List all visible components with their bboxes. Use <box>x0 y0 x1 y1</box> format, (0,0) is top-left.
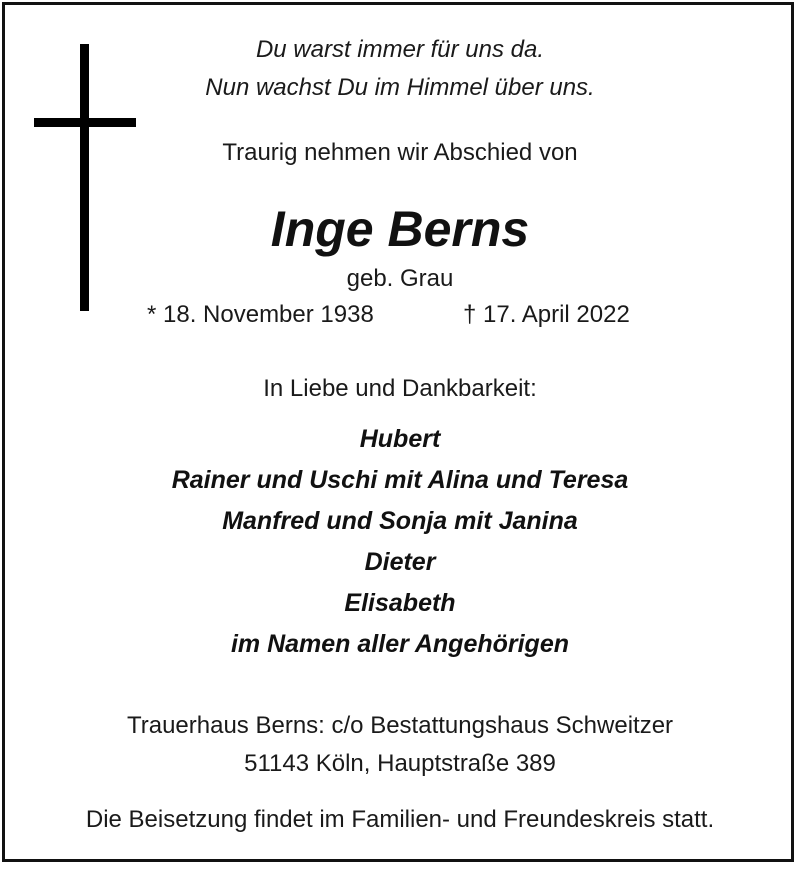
mourner-line: Dieter <box>364 548 436 576</box>
motto-line-2: Nun wachst Du im Himmel über uns. <box>205 74 595 101</box>
address-line-1: Trauerhaus Berns: c/o Bestattungshaus Schweitzer <box>126 712 674 739</box>
maiden-name: geb. Grau <box>346 265 454 292</box>
death-date: † 17. April 2022 <box>463 301 630 328</box>
birth-date: * 18. November 1938 <box>147 301 374 328</box>
mourner-line: Manfred und Sonja mit Janina <box>222 507 578 535</box>
deceased-name: Inge Berns <box>270 201 530 257</box>
burial-notice: Die Beisetzung findet im Familien- und Freundeskreis statt. <box>85 806 715 833</box>
motto-line-1: Du warst immer für uns da. <box>255 36 545 63</box>
mourner-line: im Namen aller Angehörigen <box>230 630 570 658</box>
intro-text: Traurig nehmen wir Abschied von <box>222 139 578 166</box>
address-line-2: 51143 Köln, Hauptstraße 389 <box>244 750 556 777</box>
mourner-line: Elisabeth <box>344 589 456 617</box>
cross-horizontal-bar <box>34 118 136 127</box>
mourner-line: Rainer und Uschi mit Alina und Teresa <box>171 466 629 494</box>
mourner-line: Hubert <box>359 425 441 453</box>
gratitude-text: In Liebe und Dankbarkeit: <box>263 375 537 402</box>
